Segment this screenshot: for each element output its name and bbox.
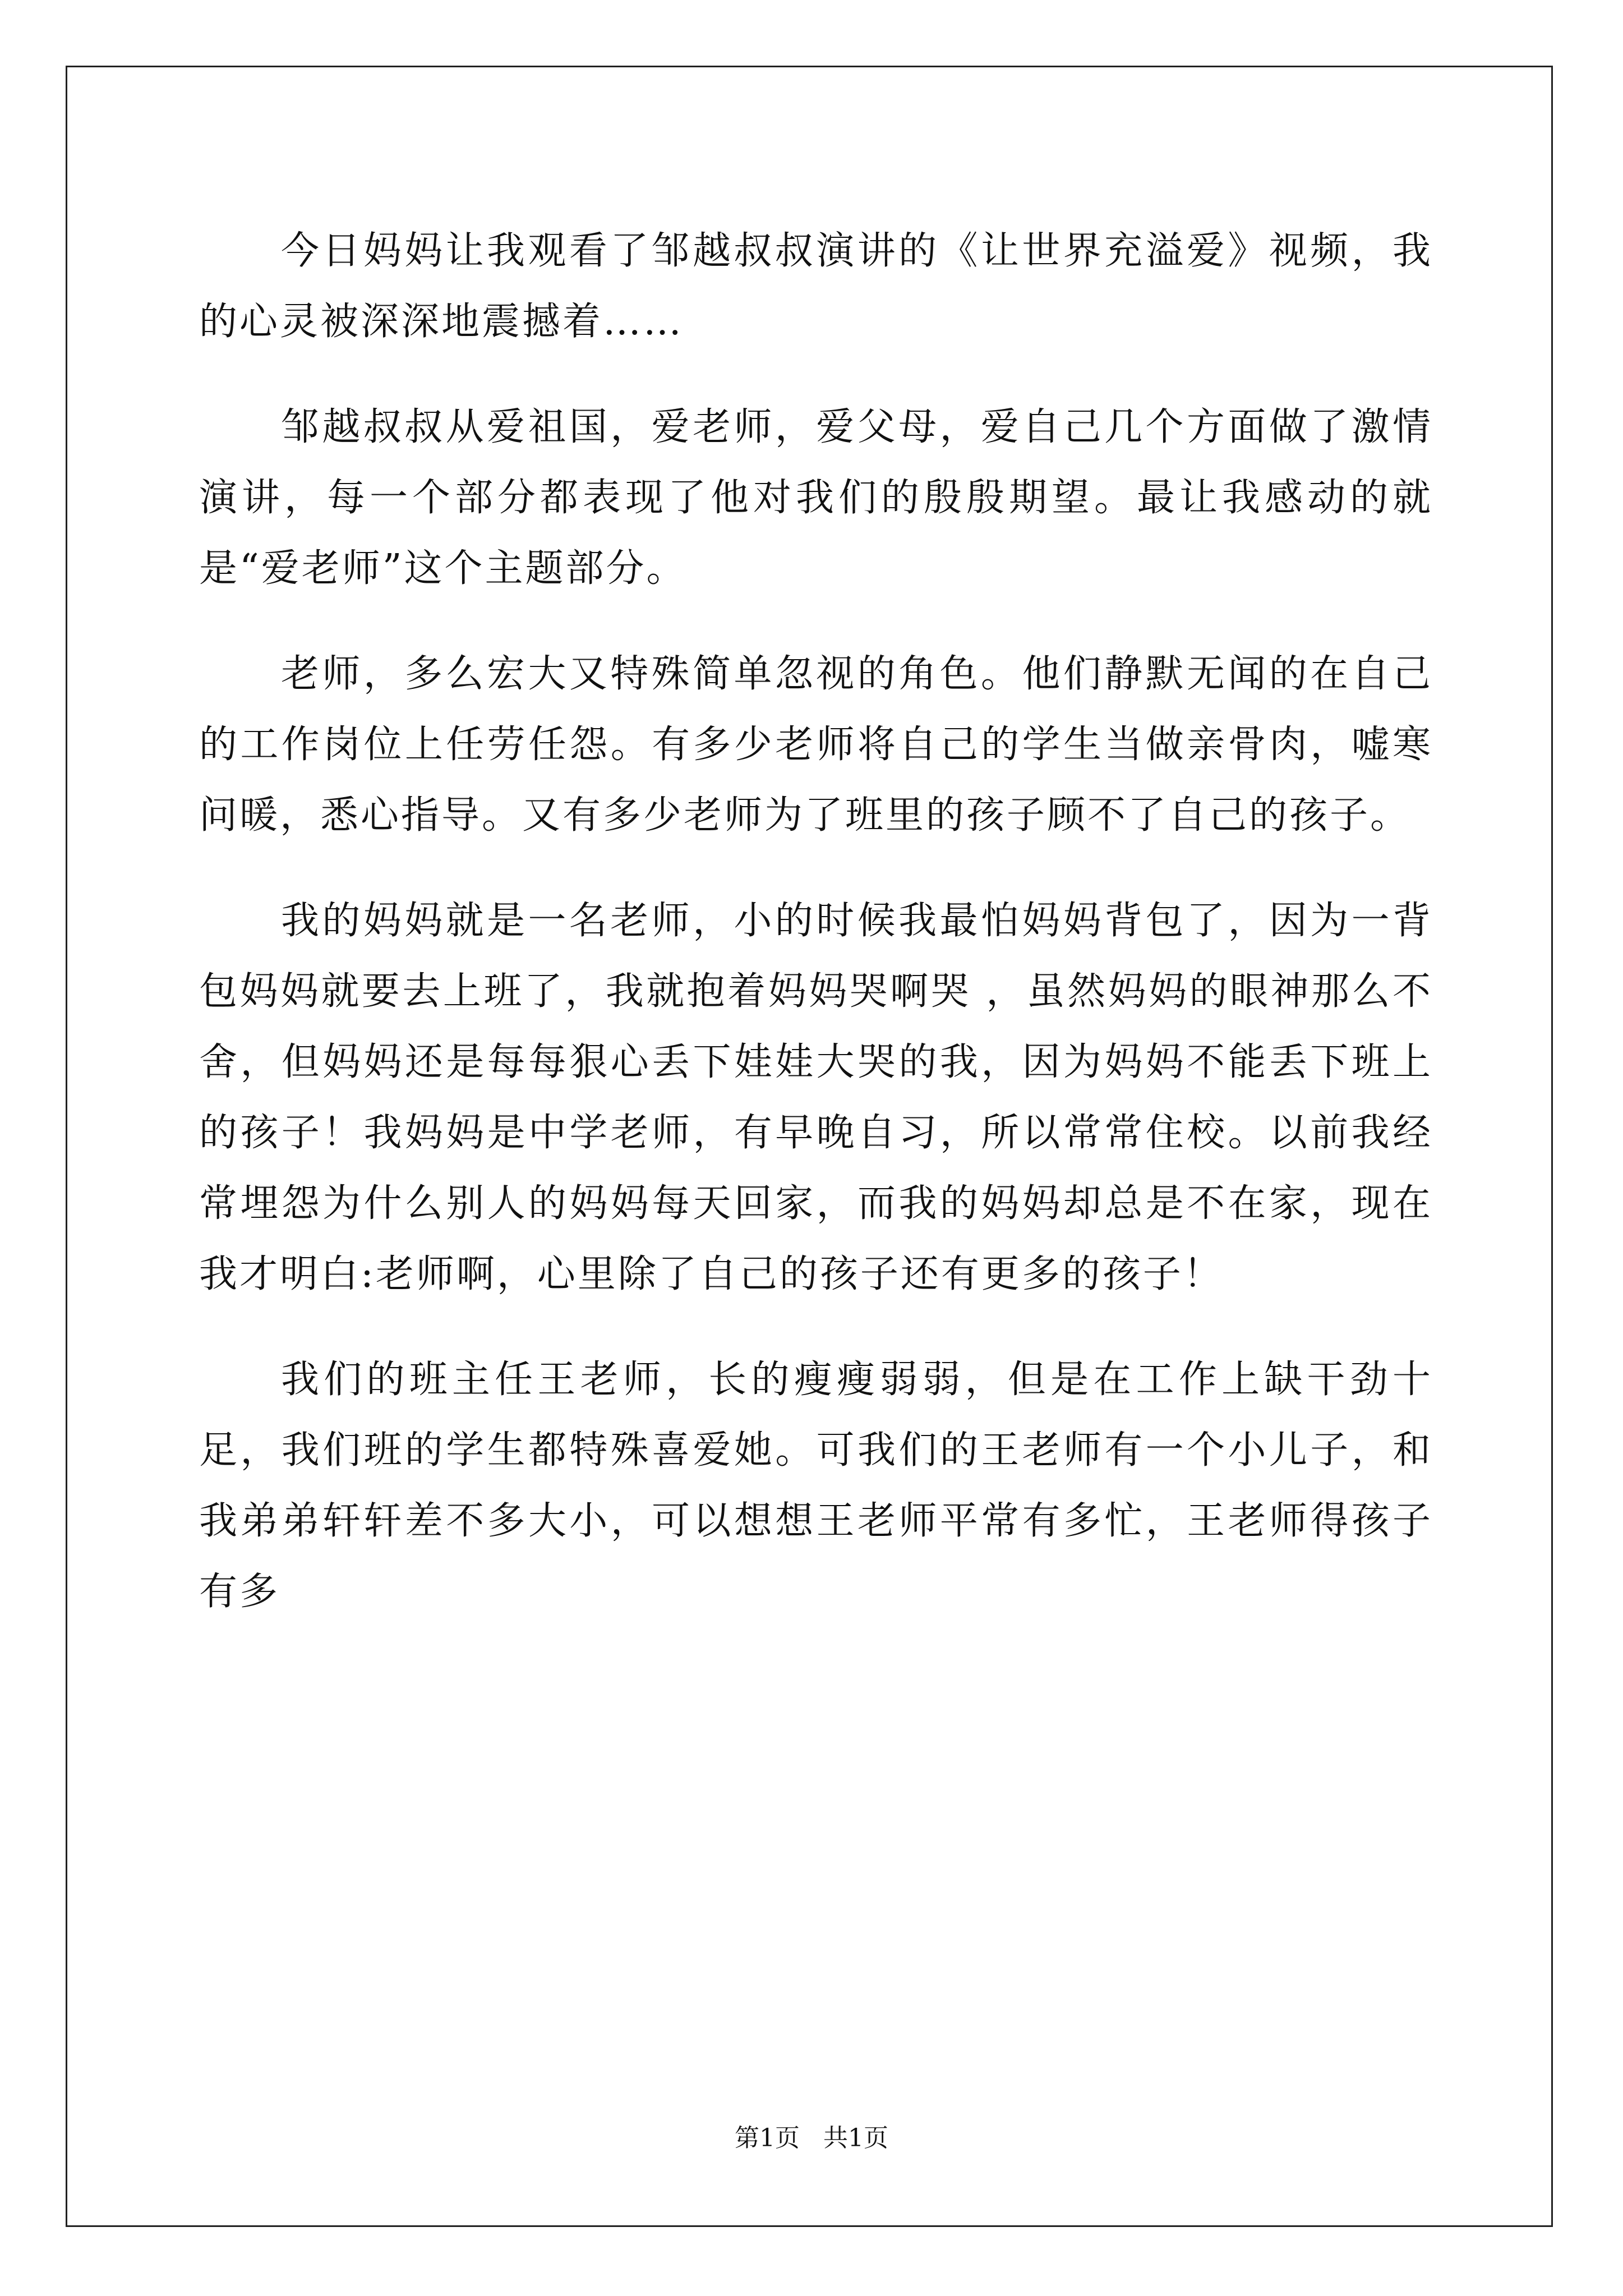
document-body bbox=[199, 216, 1433, 1662]
page-number-footer: 第1页 共1页 bbox=[735, 2124, 888, 2152]
paragraph-1: 今日妈妈让我观看了邹越叔叔演讲的《让世界充溢爱》视频，我的心灵被深深地震撼着…… bbox=[199, 229, 1433, 344]
paragraph-2: 邹越叔叔从爱祖国，爱老师，爱父母，爱自己几个方面做了激情演讲，每一个部分都表现了他对我们的殷殷期望。最让我感动的就是“爱老师”这个主题部分。 bbox=[199, 405, 1433, 591]
paragraph-3: 老师，多么宏大又特殊简单忽视的角色。他们静默无闻的在自己的工作岗位上任劳任怨。有多少老师将自己的学生当做亲骨肉，嘘寒问暖，悉心指导。又有多少老师为了班里的孩子顾不了自己的孩子。 bbox=[199, 652, 1433, 838]
paragraph-4: 我的妈妈就是一名老师，小的时候我最怕妈妈背包了，因为一背包妈妈就要去上班了，我就抱着妈妈哭啊哭 ，虽然妈妈的眼神那么不舍，但妈妈还是每每狠心丢下娃娃大哭的我，因为妈妈不能丢下班上的孩子！我妈妈是中学老师，有早晚自习，所以常常住校。以前我经常埋怨为什么别人的妈妈每天回家，而我的妈妈却总是不在家，现在我才明白:老师啊，心里除了自己的孩子还有更多的孩子！ bbox=[199, 899, 1433, 1296]
paragraph-5: 我们的班主任王老师，长的瘦瘦弱弱，但是在工作上缺干劲十足，我们班的学生都特殊喜爱她。可我们的王老师有一个小儿子，和我弟弟轩轩差不多大小，可以想想王老师平常有多忙，王老师得孩子有多 bbox=[199, 1358, 1433, 1614]
